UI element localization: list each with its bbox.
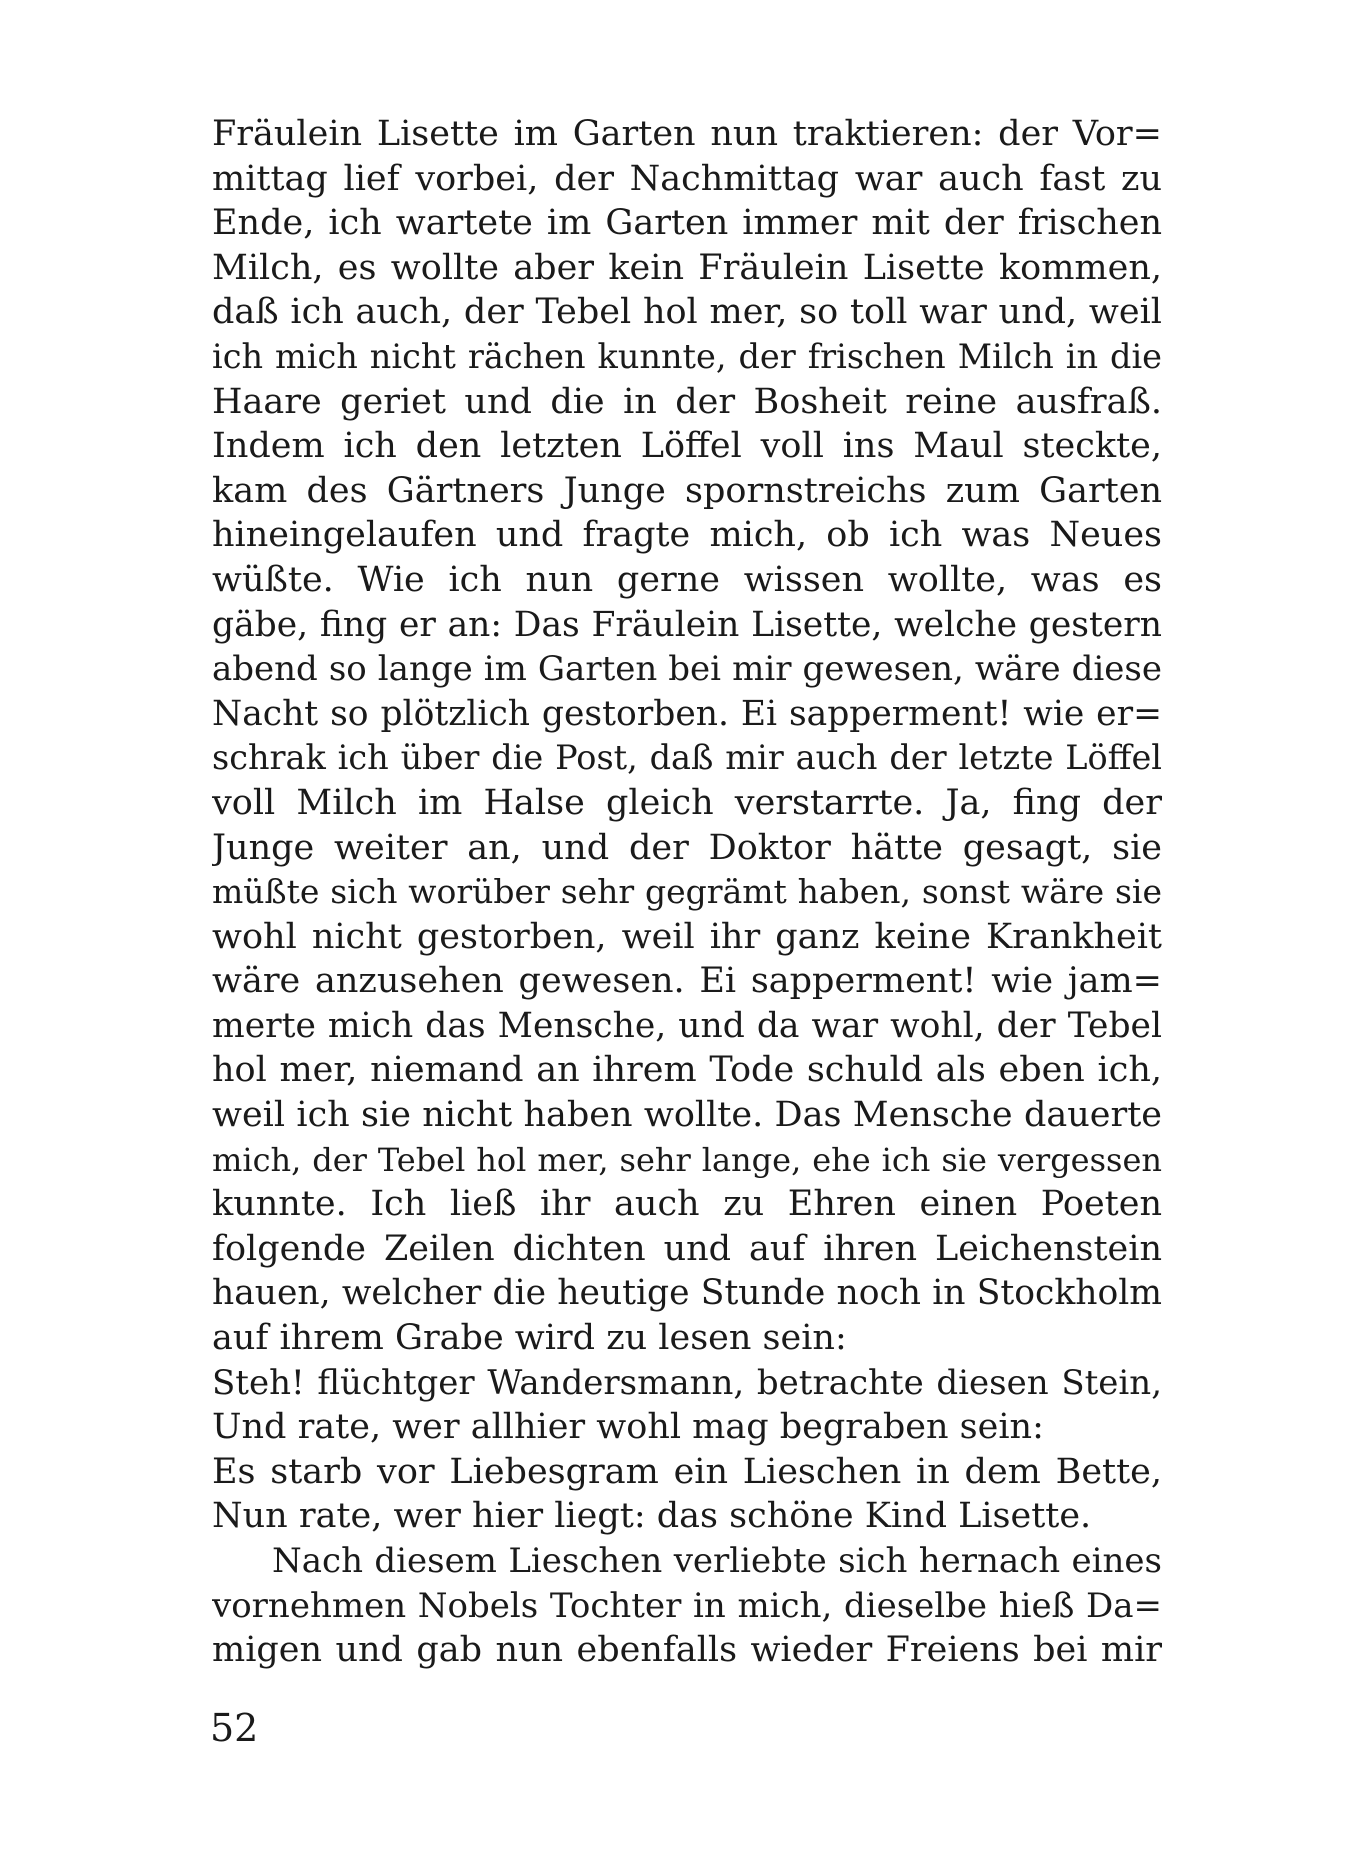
page-number: 52 <box>210 1706 259 1750</box>
verse-line: Nun rate, wer hier liegt: das schöne Kind Lisette. <box>212 1496 1092 1537</box>
text-line: Nach diesem Lieschen verliebte sich hernach eines <box>272 1541 1162 1581</box>
verse-line: Es starb vor Liebesgram ein Lieschen in dem Bette, <box>212 1451 1162 1492</box>
text-line: merte mich das Mensche, und da war wohl, der Tebel <box>212 1005 1162 1046</box>
text-line: Fräulein Lisette im Garten nun traktieren: der Vor= <box>212 114 1162 154</box>
text-line: mittag lief vorbei, der Nachmittag war auch fast zu <box>212 158 1162 199</box>
text-line: Haare geriet und die in der Bosheit reine ausfraß. <box>212 381 1162 422</box>
text-line: kunnte. Ich ließ ihr auch zu Ehren einen Poeten <box>212 1184 1162 1225</box>
text-line: weil ich sie nicht haben wollte. Das Mensche dauerte <box>212 1095 1162 1136</box>
body-text <box>212 112 1162 1673</box>
text-line: folgende Zeilen dichten und auf ihren Leichenstein <box>212 1228 1162 1269</box>
text-line: Nacht so plötzlich gestorben. Ei sapperment! wie er= <box>212 693 1162 734</box>
text-line: schrak ich über die Post, daß mir auch der letzte Löffel <box>212 738 1162 778</box>
text-line: wohl nicht gestorben, weil ihr ganz keine Krankheit <box>212 916 1162 957</box>
text-line: Junge weiter an, und der Doktor hätte gesagt, sie <box>212 827 1162 868</box>
text-line: gäbe, fing er an: Das Fräulein Lisette, welche gestern <box>212 604 1162 645</box>
text-line: ich mich nicht rächen kunnte, der frischen Milch in die <box>212 336 1162 376</box>
text-line: Ende, ich wartete im Garten immer mit der frischen <box>212 203 1162 244</box>
text-line: hauen, welcher die heutige Stunde noch in Stockholm <box>212 1273 1162 1314</box>
text-line: hineingelaufen und fragte mich, ob ich was Neues <box>212 515 1162 556</box>
verse-line: Und rate, wer allhier wohl mag begraben sein: <box>212 1407 1044 1448</box>
text-line: kam des Gärtners Junge spornstreichs zum Garten <box>212 470 1162 511</box>
text-line: auf ihrem Grabe wird zu lesen sein: <box>212 1318 847 1359</box>
text-line: voll Milch im Halse gleich verstarrte. Ja, fing der <box>212 782 1162 823</box>
text-line: Indem ich den letzten Löffel voll ins Maul steckte, <box>212 426 1162 467</box>
text-line: mich, der Tebel hol mer, sehr lange, ehe ich sie vergessen <box>212 1140 1162 1179</box>
text-line: vornehmen Nobels Tochter in mich, dieselbe hieß Da= <box>212 1585 1162 1626</box>
verse-line: Steh! flüchtger Wandersmann, betrachte diesen Stein, <box>212 1362 1162 1403</box>
text-line: Milch, es wollte aber kein Fräulein Lisette kommen, <box>212 247 1162 288</box>
text-line: migen und gab nun ebenfalls wieder Freiens bei mir <box>212 1630 1162 1671</box>
text-line: müßte sich worüber sehr gegrämt haben, sonst wäre sie <box>212 872 1162 912</box>
text-line: daß ich auch, der Tebel hol mer, so toll war und, weil <box>212 292 1162 333</box>
text-line: abend so lange im Garten bei mir gewesen, wäre diese <box>212 649 1162 690</box>
text-line: hol mer, niemand an ihrem Tode schuld als eben ich, <box>212 1050 1162 1091</box>
text-line: wüßte. Wie ich nun gerne wissen wollte, was es <box>212 559 1162 600</box>
text-line: wäre anzusehen gewesen. Ei sapperment! wie jam= <box>212 961 1162 1002</box>
